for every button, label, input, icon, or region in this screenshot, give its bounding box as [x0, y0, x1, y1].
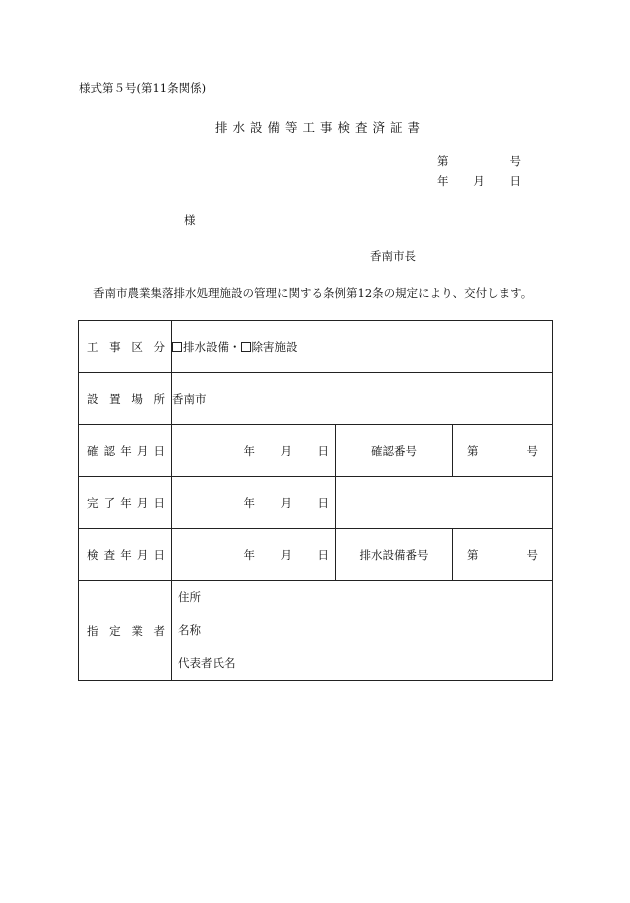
drainage-checkbox[interactable] [172, 342, 182, 352]
issuer: 香南市長 [370, 249, 416, 263]
location-value: 香南市 [172, 373, 553, 425]
complete-date-value: 年 月 日 [172, 477, 336, 529]
label-contractor: 指 定 業 者 [79, 581, 172, 681]
label-location: 設 置 場 所 [79, 373, 172, 425]
issue-day: 日 [509, 174, 521, 188]
contractor-representative-label: 代表者氏名 [178, 656, 236, 670]
document-title: 排水設備等工事検査済証書 [214, 120, 425, 135]
row-location [79, 373, 553, 425]
drainage-number-value: 第 号 [453, 529, 553, 581]
confirm-number-value: 第 号 [453, 425, 553, 477]
row-confirm-date [79, 425, 553, 477]
issue-number-line [437, 153, 521, 169]
inspect-date-value: 年 月 日 [172, 529, 336, 581]
label-inspect-date: 検 査 年 月 日 [79, 529, 172, 581]
certificate-table [78, 320, 553, 681]
drainage-option-label: 排水設備 [183, 339, 229, 354]
confirm-number-label: 確認番号 [336, 425, 453, 477]
drainage-number-label: 排水設備番号 [336, 529, 453, 581]
label-complete-date: 完 了 年 月 日 [79, 477, 172, 529]
issue-date-line [437, 173, 521, 189]
issue-go: 号 [509, 154, 521, 168]
contractor-details [172, 581, 553, 681]
row-inspect-date [79, 529, 553, 581]
pretreatment-checkbox[interactable] [241, 342, 251, 352]
form-number: 様式第５号(第11条関係) [79, 81, 207, 95]
issue-dai: 第 [437, 154, 449, 168]
label-confirm-date: 確 認 年 月 日 [79, 425, 172, 477]
statement: 香南市農業集落排水処理施設の管理に関する条例第12条の規定により、交付します。 [93, 286, 533, 300]
label-work-category: 工 事 区 分 [79, 321, 172, 373]
contractor-address-label: 住所 [178, 590, 201, 604]
pretreatment-option-label: 除害施設 [251, 339, 298, 354]
addressee-suffix: 様 [184, 213, 196, 227]
row-work-category [79, 321, 553, 373]
complete-date-empty [336, 477, 553, 529]
issue-year: 年 [437, 174, 449, 188]
row-contractor [79, 581, 553, 681]
work-category-options: 排水設備・ 除害施設 [172, 321, 553, 373]
confirm-date-value: 年 月 日 [172, 425, 336, 477]
issue-month: 月 [473, 174, 485, 188]
contractor-name-label: 名称 [178, 623, 201, 637]
row-complete-date [79, 477, 553, 529]
